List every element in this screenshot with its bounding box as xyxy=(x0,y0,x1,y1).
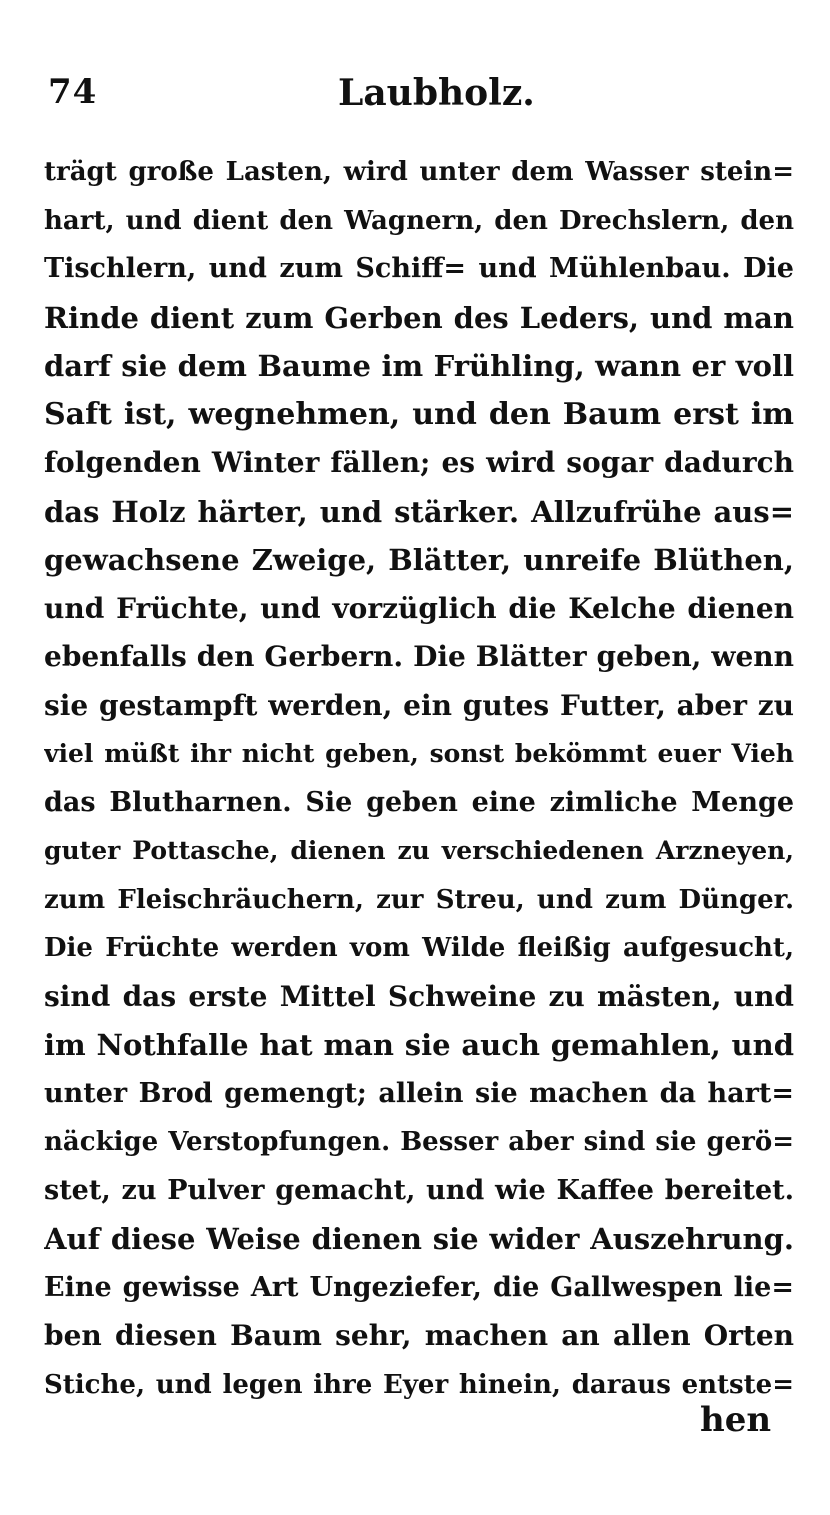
text-line: unter Brod gemengt; allein sie machen da hart= xyxy=(44,1077,794,1109)
text-line: sind das erste Mittel Schweine zu mästen, und xyxy=(44,979,794,1013)
text-line: trägt große Lasten, wird unter dem Wasser stein= xyxy=(44,157,794,187)
page-header xyxy=(48,72,788,122)
text-line: guter Pottasche, dienen zu verschiedenen Arzneyen, xyxy=(44,836,794,865)
text-line: Die Früchte werden vom Wilde fleißig aufgesucht, xyxy=(44,933,794,963)
text-line: Eine gewisse Art Ungeziefer, die Gallwespen lie= xyxy=(44,1271,794,1303)
text-line: im Nothfalle hat man sie auch gemahlen, und xyxy=(44,1028,794,1062)
catchword: hen xyxy=(700,1400,772,1440)
text-line: das Blutharnen. Sie geben eine zimliche Menge xyxy=(44,786,794,818)
text-line: gewachsene Zweige, Blätter, unreife Blüthen, xyxy=(44,543,794,577)
text-line: ben diesen Baum sehr, machen an allen Orten xyxy=(44,1319,794,1352)
text-line: Auf diese Weise dienen sie wider Auszehrung. xyxy=(44,1222,794,1256)
text-line: zum Fleischräuchern, zur Streu, und zum Dünger. xyxy=(44,884,794,915)
text-line: Stiche, und legen ihre Eyer hinein, daraus entste= xyxy=(44,1369,794,1400)
text-line: näckige Verstopfungen. Besser aber sind sie gerö= xyxy=(44,1127,794,1157)
text-line: hart, und dient den Wagnern, den Drechslern, den xyxy=(44,205,794,236)
text-line: Rinde dient zum Gerben des Leders, und man xyxy=(44,300,794,335)
text-line: folgenden Winter fällen; es wird sogar dadurch xyxy=(44,446,794,479)
running-title: Laubholz. xyxy=(338,72,535,114)
text-line: ebenfalls den Gerbern. Die Blätter geben, wenn xyxy=(44,640,794,673)
body-text xyxy=(44,148,794,1409)
text-line: Saft ist, wegnehmen, und den Baum erst im xyxy=(44,396,794,432)
text-line: darf sie dem Baume im Frühling, wann er voll xyxy=(44,349,794,383)
text-line: sie gestampft werden, ein gutes Futter, aber zu xyxy=(44,688,794,722)
text-line: das Holz härter, und stärker. Allzufrühe aus= xyxy=(44,494,794,529)
text-line: und Früchte, und vorzüglich die Kelche dienen xyxy=(44,591,794,625)
page-number: 74 xyxy=(48,72,98,112)
text-line: stet, zu Pulver gemacht, und wie Kaffee bereitet. xyxy=(44,1174,794,1206)
text-line: Tischlern, und zum Schiff= und Mühlenbau. Die xyxy=(44,253,794,284)
text-line: viel müßt ihr nicht geben, sonst bekömmt euer Vieh xyxy=(44,739,794,768)
